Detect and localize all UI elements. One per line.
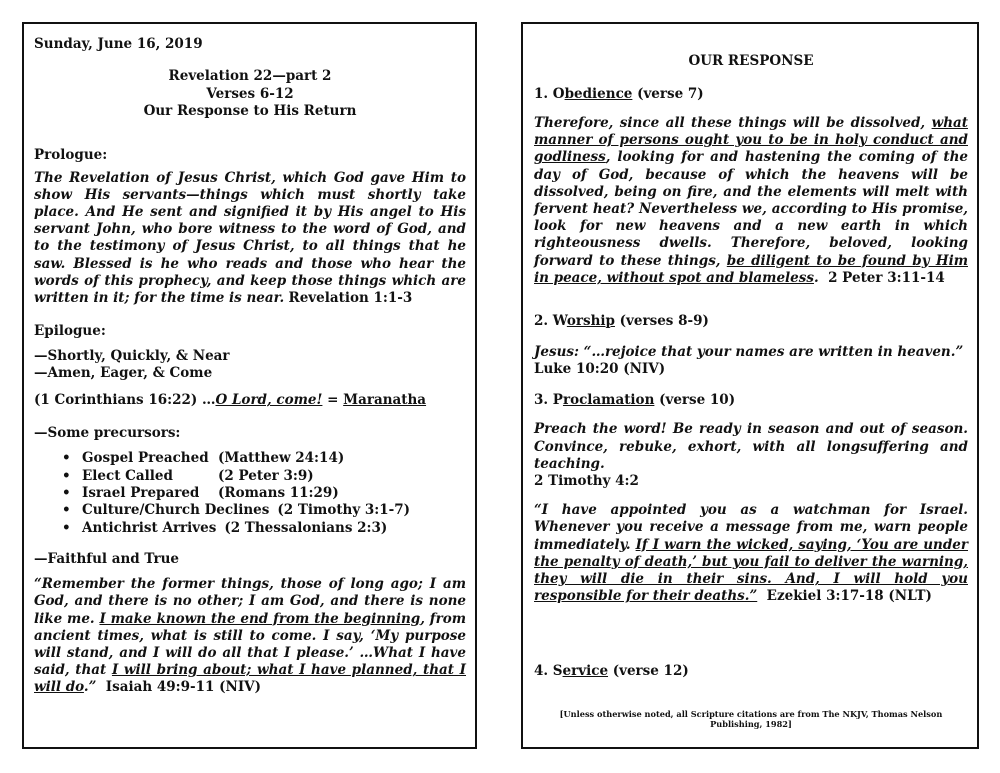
footnote: [Unless otherwise noted, all Scripture citations are from The NKJV, Thomas Nelson Publishing, 1982] [559,709,943,729]
date: Sunday, June 16, 2019 [34,36,203,52]
proclamation-heading: 3. Proclamation (verse 10) [534,392,736,409]
epilogue-heading: Epilogue: [34,323,106,340]
title-line-3: Our Response to His Return [143,103,357,119]
corinthians-quote: O Lord, come! [215,392,323,409]
isaiah-ref: Isaiah 49:9-11 (NIV) [105,679,262,696]
corinthians-eq: = [322,392,344,409]
prologue-heading: Prologue: [34,146,108,163]
timothy-passage [534,421,968,490]
timothy-ref: 2 Timothy 4:2 [534,473,639,490]
faithful-heading: —Faithful and True [34,551,180,568]
prologue-text: The Revelation of Jesus Christ, which God gave Him to show His servants—things which must shortly take place. And He sent and signified it by His angel to His servant John, who bore witness to the word of God, and to the testimony of Jesus Christ, to all things that he saw. Blessed is he who reads and those who hear the words of this prophecy, and keep those things which are written in it; for the time is near. [34,169,466,306]
isaiah-passage: “Remember the former things, those of long ago; I am God, and there is no other; I am God, and there is none like me. I make known the end from the beginning, from ancient times, what is still to come. I say, ‘My purpose will stand, and I will do all that I please.’ …What I have said, that I will bring about; what I have planned, that I will do.” Isaiah 49:9-11 (NIV) [34,576,466,696]
sermon-title [34,68,466,121]
prologue-ref: Revelation 1:1-3 [288,289,413,306]
list-item: • Antichrist Arrives (2 Thessalonians 2:3) [62,520,466,537]
our-response-heading: OUR RESPONSE [688,53,814,69]
list-item: • Gospel Preached (Matthew 24:14) [62,450,466,467]
maranatha: Maranatha [343,392,427,409]
corinthians-ref: (1 Corinthians 16:22) … [34,392,216,409]
luke-text: Jesus: “…rejoice that your names are written in heaven.” [534,344,964,361]
peter-passage: Therefore, since all these things will be dissolved, what manner of persons ought you to be in holy conduct and godliness, looking for and hastening the coming of the day of God, because of which the heavens will be dissolved, being on fire, and the elements will melt with fervent heat? Nevertheless we, according to His promise, look for new heavens and a new earth in which righteousness dwells. Therefore, beloved, looking forward to these things, be diligent to be found by Him in peace, without spot and blameless. 2 Peter 3:11-14 [534,115,968,286]
epilogue-line-1: —Shortly, Quickly, & Near [34,348,230,365]
epilogue-line-2: —Amen, Eager, & Come [34,365,213,382]
luke-passage [534,344,968,378]
worship-heading: 2. Worship (verses 8-9) [534,313,709,330]
list-item: • Culture/Church Declines (2 Timothy 3:1-7) [62,502,466,519]
corinthians-line [34,392,466,409]
obedience-heading: 1. Obedience (verse 7) [534,86,704,102]
ezekiel-ref: Ezekiel 3:17-18 (NLT) [766,588,932,605]
service-heading: 4. Service (verse 12) [534,663,689,680]
list-item: • Israel Prepared (Romans 11:29) [62,485,466,502]
left-page [22,22,477,749]
peter-ref: 2 Peter 3:11-14 [828,269,945,286]
title-line-1: Revelation 22—part 2 [168,68,332,84]
title-line-2: Verses 6-12 [206,85,294,102]
right-page [521,22,979,749]
luke-ref: Luke 10:20 (NIV) [534,361,666,378]
list-item: • Elect Called (2 Peter 3:9) [62,468,466,485]
prologue-passage [34,170,466,308]
timothy-text: Preach the word! Be ready in season and out of season. Convince, rebuke, exhort, with all longsuffering and teaching. [534,421,968,472]
precursors-list [34,450,466,537]
ezekiel-passage: “I have appointed you as a watchman for Israel. Whenever you receive a message from me, warn people immediately. If I warn the wicked, saying, ‘You are under the penalty of death,’ but you fail to deliver the warning, they will die in their sins. And, I will hold you responsible for their deaths.” Ezekiel 3:17-18 (NLT) [534,502,968,605]
precursors-heading: —Some precursors: [34,425,181,442]
